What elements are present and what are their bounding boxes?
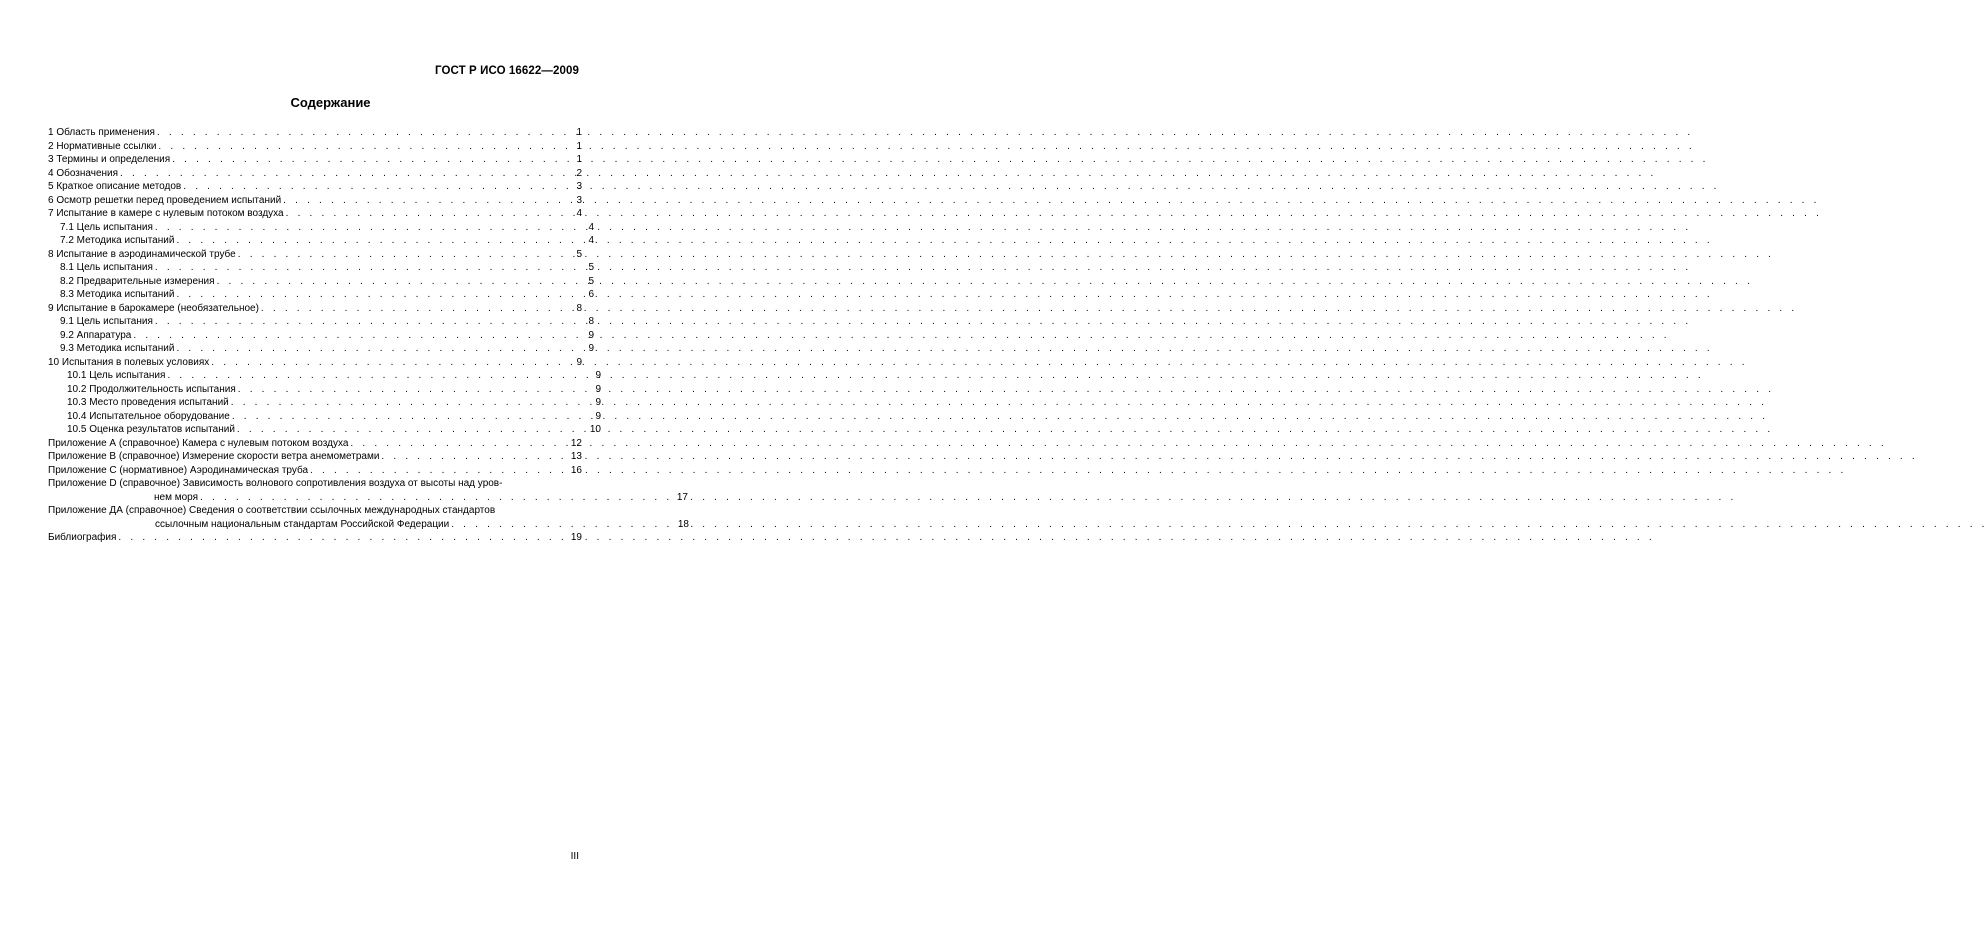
toc-label: 8 Испытание в аэродинамической трубе [48, 248, 236, 260]
leader-dots [451, 518, 676, 532]
toc-label: 6 Осмотр решетки перед проведением испытаний [48, 194, 282, 206]
toc-entry-2[interactable] [48, 140, 582, 154]
leader-dots [118, 531, 568, 545]
toc-entry-10-1[interactable] [48, 369, 601, 383]
toc-label: 7.1 Цель испытания [60, 221, 153, 233]
toc-entry-appendix-a[interactable] [48, 437, 582, 451]
toc-label: 9.3 Методика испытаний [60, 343, 175, 354]
toc-label: 2 Нормативные ссылки [48, 140, 157, 152]
toc-label-continuation [48, 491, 688, 505]
toc-entry-7-2[interactable] [48, 234, 594, 248]
toc-label: 9.1 Цель испытания [60, 316, 153, 327]
toc-entry-appendix-d[interactable] [48, 477, 688, 504]
toc-label: 1 Область применения [48, 127, 155, 138]
toc-entry-7-1[interactable] [48, 221, 594, 235]
toc-label: 10.3 Место проведения испытаний [67, 397, 229, 408]
toc-page: 5 [588, 275, 594, 287]
toc-page: 1 [576, 154, 582, 165]
leader-dots [283, 194, 574, 208]
toc-page: 12 [570, 437, 582, 449]
toc-label-line1: Приложение D (справочное) Зависимость волнового сопротивления воздуха от высоты над уров- [48, 478, 503, 489]
leader-dots [237, 423, 588, 437]
toc-label: Приложение А (справочное) Камера с нулевым потоком воздуха [48, 437, 349, 449]
toc-page: 9 [588, 329, 594, 341]
toc-page: 9 [595, 397, 601, 408]
toc-page: 9 [595, 410, 601, 422]
leader-dots [176, 342, 586, 356]
toc-entry-bibliography[interactable] [48, 531, 582, 545]
toc-label: 10 Испытания в полевых условиях [48, 356, 210, 368]
toc-page: 16 [570, 464, 582, 476]
page-title: Содержание [290, 95, 371, 110]
toc-entry-5[interactable] [48, 180, 582, 194]
leader-dots [183, 180, 574, 194]
leader-dots [172, 153, 574, 167]
toc-entry-10-3[interactable] [48, 396, 601, 410]
toc-label: 10.1 Цель испытания [67, 370, 166, 381]
toc-page: 4 [588, 235, 594, 246]
leader-dots [157, 126, 574, 140]
toc-page: 3 [576, 194, 582, 206]
toc-entry-10-5[interactable] [48, 423, 601, 437]
toc-entry-7[interactable] [48, 207, 582, 221]
toc-entry-9-3[interactable] [48, 342, 594, 356]
toc-label: 5 Краткое описание методов [48, 181, 182, 192]
toc-page: 5 [588, 262, 594, 273]
toc-entry-3[interactable] [48, 153, 582, 167]
toc-entry-8[interactable] [48, 248, 582, 262]
leader-dots [350, 437, 568, 451]
toc-page: 4 [576, 208, 582, 219]
leader-dots [238, 248, 575, 262]
toc-page: 2 [576, 167, 582, 179]
leader-dots [286, 207, 575, 221]
leader-dots [120, 167, 574, 181]
toc-entry-appendix-c[interactable] [48, 464, 582, 478]
table-of-contents [48, 126, 689, 545]
leader-dots [155, 315, 587, 329]
toc-label-line1: Приложение ДА (справочное) Сведения о соответствии ссылочных международных стандартов [48, 505, 496, 516]
leader-dots [133, 329, 586, 343]
toc-page: 10 [589, 424, 601, 435]
toc-entry-10-2[interactable] [48, 383, 601, 397]
leader-dots [155, 221, 587, 235]
toc-label-line2: нем моря [154, 491, 199, 503]
toc-entry-10[interactable] [48, 356, 582, 370]
toc-label: 7 Испытание в камере с нулевым потоком воздуха [48, 208, 284, 219]
leader-dots [200, 491, 675, 505]
leader-dots [176, 234, 586, 248]
toc-entry-appendix-b[interactable] [48, 450, 582, 464]
toc-label: Приложение В (справочное) Измерение скорости ветра анемометрами [48, 451, 380, 462]
toc-label: 8.2 Предварительные измерения [60, 275, 215, 287]
toc-page: 18 [677, 518, 689, 530]
toc-entry-appendix-da[interactable] [48, 504, 689, 531]
toc-entry-8-1[interactable] [48, 261, 594, 275]
leader-dots [261, 302, 575, 316]
toc-page: 13 [570, 451, 582, 462]
page-number: III [570, 851, 579, 862]
leader-dots [238, 383, 594, 397]
toc-label: 8.3 Методика испытаний [60, 289, 175, 300]
toc-entry-6[interactable] [48, 194, 582, 208]
toc-entry-10-4[interactable] [48, 410, 601, 424]
toc-label: 10.2 Продолжительность испытания [67, 383, 236, 395]
toc-page: 5 [576, 248, 582, 260]
toc-page: 1 [576, 127, 582, 138]
toc-label: Библиография [48, 532, 117, 543]
toc-page: 8 [576, 302, 582, 314]
toc-page: 1 [576, 140, 582, 152]
toc-label: 8.1 Цель испытания [60, 262, 153, 273]
toc-page: 6 [588, 289, 594, 300]
leader-dots [158, 140, 574, 154]
toc-label: 10.4 Испытательное оборудование [67, 410, 230, 422]
toc-entry-9-2[interactable] [48, 329, 594, 343]
leader-dots [167, 369, 593, 383]
leader-dots [381, 450, 568, 464]
toc-entry-4[interactable] [48, 167, 582, 181]
toc-label-continuation [48, 518, 689, 532]
toc-entry-1[interactable] [48, 126, 582, 140]
toc-page: 19 [570, 532, 582, 543]
toc-page: 9 [576, 356, 582, 368]
leader-dots [310, 464, 569, 478]
toc-label: 3 Термины и определения [48, 154, 171, 165]
toc-label: 10.5 Оценка результатов испытаний [67, 424, 235, 435]
toc-entry-8-3[interactable] [48, 288, 594, 302]
toc-label: 9.2 Аппаратура [60, 329, 132, 341]
leader-dots [176, 288, 586, 302]
leader-dots [155, 261, 587, 275]
toc-page: 9 [595, 383, 601, 395]
toc-entry-9-1[interactable] [48, 315, 594, 329]
toc-label: 4 Обозначения [48, 167, 119, 179]
toc-entry-9[interactable] [48, 302, 582, 316]
toc-page: 9 [595, 370, 601, 381]
toc-page: 17 [676, 491, 688, 503]
toc-label: 9 Испытание в барокамере (необязательное) [48, 302, 259, 314]
leader-dots [217, 275, 587, 289]
toc-label: 7.2 Методика испытаний [60, 235, 175, 246]
toc-page: 8 [588, 316, 594, 327]
toc-label: Приложение С (нормативное) Аэродинамическая труба [48, 464, 309, 476]
toc-page: 3 [576, 181, 582, 192]
leader-dots [231, 396, 594, 410]
toc-page: 4 [588, 221, 594, 233]
toc-entry-8-2[interactable] [48, 275, 594, 289]
leader-dots [232, 410, 594, 424]
toc-page: 9 [588, 343, 594, 354]
leader-dots [211, 356, 574, 370]
document-code: ГОСТ Р ИСО 16622—2009 [434, 65, 579, 77]
toc-label-line2: ссылочным национальным стандартам Российской Федерации [155, 518, 450, 530]
